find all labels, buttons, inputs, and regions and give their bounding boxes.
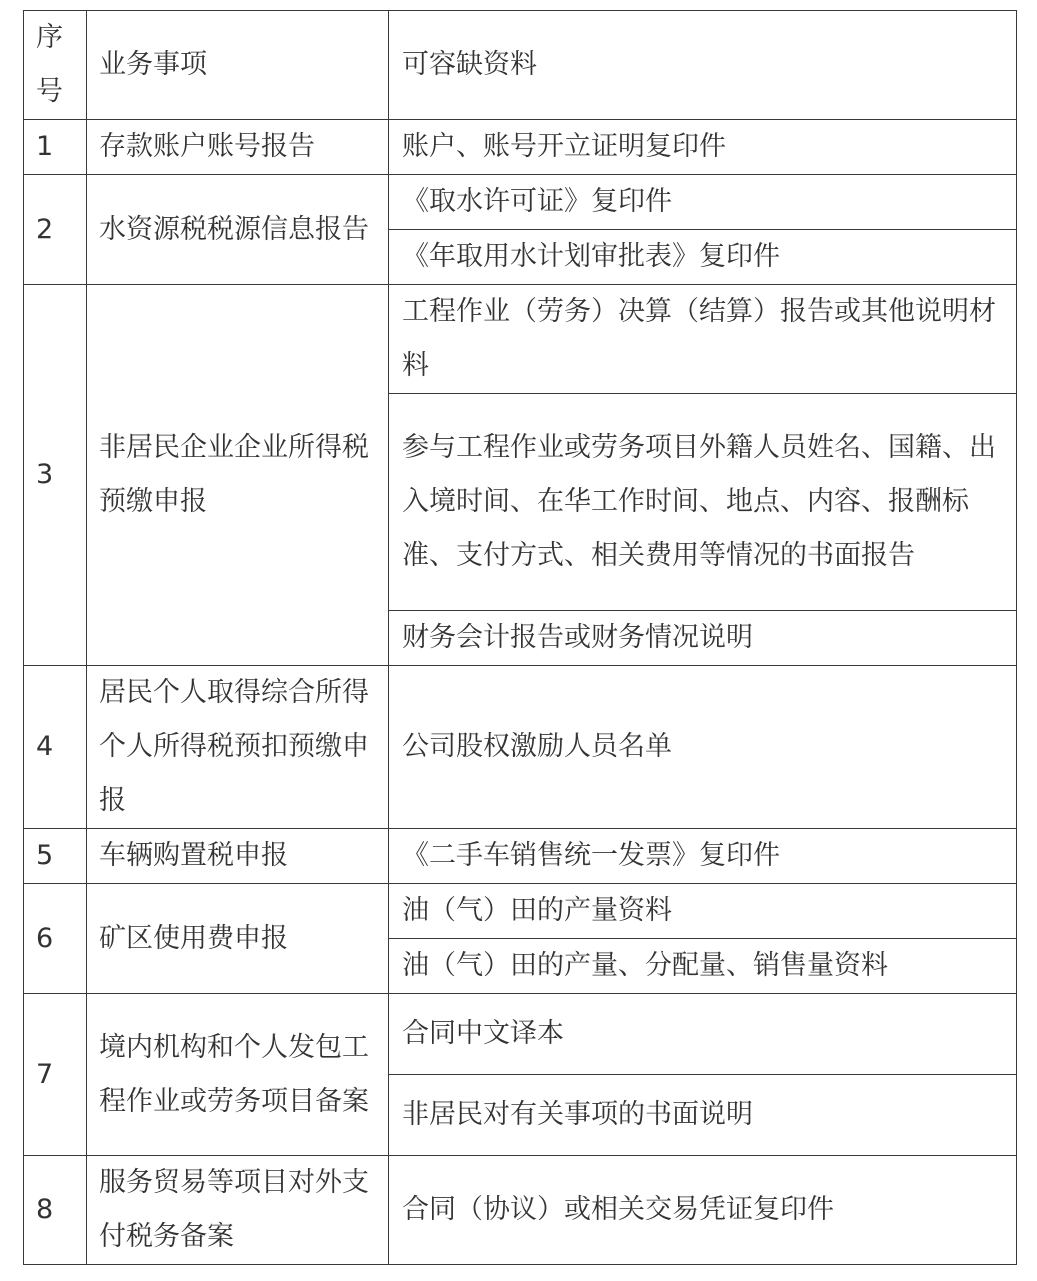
table-row bbox=[24, 994, 1017, 1075]
table-row bbox=[24, 829, 1017, 884]
table-row bbox=[24, 120, 1017, 175]
row-item: 矿区使用费申报 bbox=[87, 884, 389, 994]
row-index: 4 bbox=[24, 666, 87, 829]
row-material: 公司股权激励人员名单 bbox=[389, 666, 1017, 829]
row-material: 参与工程作业或劳务项目外籍人员姓名、国籍、出入境时间、在华工作时间、地点、内容、报酬标准、支付方式、相关费用等情况的书面报告 bbox=[389, 394, 1017, 611]
row-material: 《年取用水计划审批表》复印件 bbox=[389, 230, 1017, 285]
materials-table bbox=[23, 10, 1017, 1265]
row-index: 6 bbox=[24, 884, 87, 994]
row-item: 境内机构和个人发包工程作业或劳务项目备案 bbox=[87, 994, 389, 1156]
row-material: 《取水许可证》复印件 bbox=[389, 175, 1017, 230]
header-index: 序号 bbox=[24, 11, 87, 120]
row-material: 财务会计报告或财务情况说明 bbox=[389, 611, 1017, 666]
table-row bbox=[24, 666, 1017, 829]
row-material: 油（气）田的产量、分配量、销售量资料 bbox=[389, 939, 1017, 994]
table-row bbox=[24, 1156, 1017, 1265]
row-index: 1 bbox=[24, 120, 87, 175]
table-row bbox=[24, 884, 1017, 939]
table-row bbox=[24, 285, 1017, 394]
row-index: 5 bbox=[24, 829, 87, 884]
row-item: 存款账户账号报告 bbox=[87, 120, 389, 175]
table-header-row bbox=[24, 11, 1017, 120]
row-material: 工程作业（劳务）决算（结算）报告或其他说明材料 bbox=[389, 285, 1017, 394]
row-item: 居民个人取得综合所得个人所得税预扣预缴申报 bbox=[87, 666, 389, 829]
row-material: 非居民对有关事项的书面说明 bbox=[389, 1075, 1017, 1156]
table-row bbox=[24, 175, 1017, 230]
row-index: 2 bbox=[24, 175, 87, 285]
table-wrapper bbox=[23, 10, 1017, 1265]
row-item: 车辆购置税申报 bbox=[87, 829, 389, 884]
row-material: 合同（协议）或相关交易凭证复印件 bbox=[389, 1156, 1017, 1265]
row-material: 油（气）田的产量资料 bbox=[389, 884, 1017, 939]
row-item: 非居民企业企业所得税预缴申报 bbox=[87, 285, 389, 666]
row-material: 账户、账号开立证明复印件 bbox=[389, 120, 1017, 175]
row-index: 8 bbox=[24, 1156, 87, 1265]
row-index: 3 bbox=[24, 285, 87, 666]
row-material: 《二手车销售统一发票》复印件 bbox=[389, 829, 1017, 884]
header-material: 可容缺资料 bbox=[389, 11, 1017, 120]
row-material: 合同中文译本 bbox=[389, 994, 1017, 1075]
row-item: 服务贸易等项目对外支付税务备案 bbox=[87, 1156, 389, 1265]
row-item: 水资源税税源信息报告 bbox=[87, 175, 389, 285]
header-item: 业务事项 bbox=[87, 11, 389, 120]
row-index: 7 bbox=[24, 994, 87, 1156]
